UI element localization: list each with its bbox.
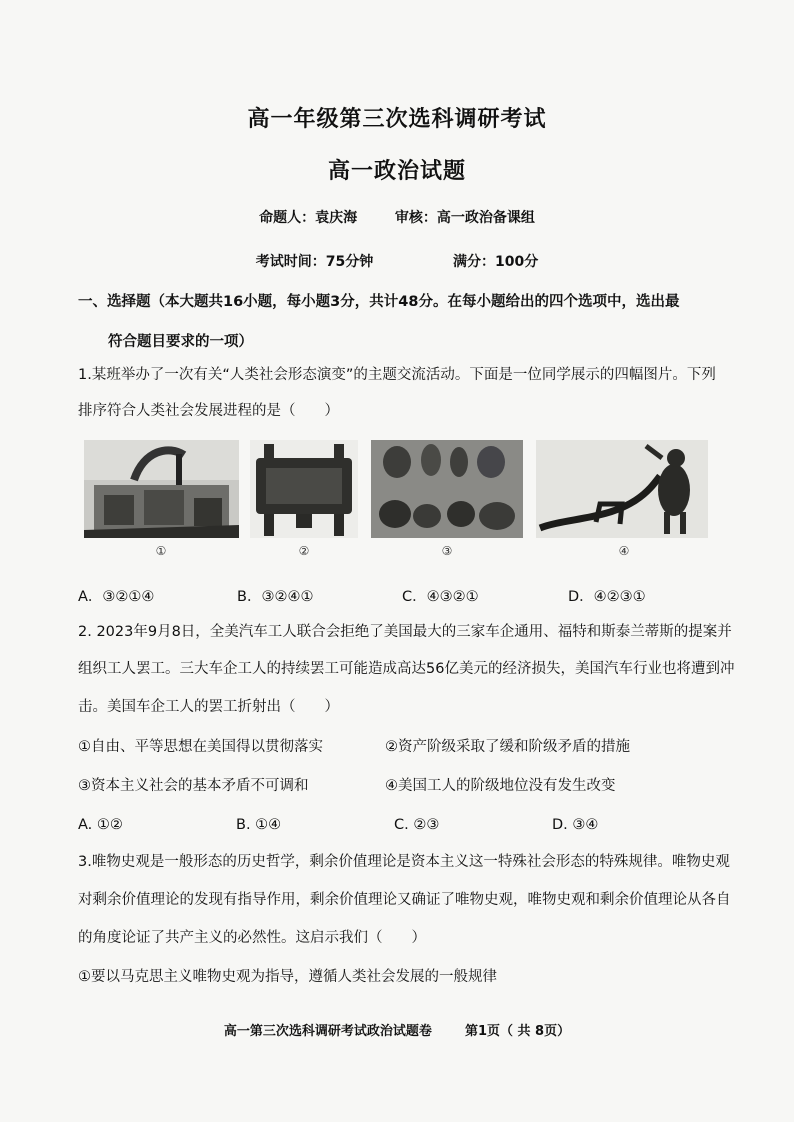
section1-heading-line1: 一、选择题（本大题共16小题，每小题3分，共计48分。在每小题给出的四个选项中，选出最 — [78, 294, 680, 310]
exam-info-row — [0, 251, 794, 271]
score-line: 满分：100分 — [453, 254, 539, 270]
footer-page-number: 第1页（ 共 8页） — [464, 1024, 571, 1039]
q1-option-c[interactable]: C．④③②① — [402, 589, 479, 605]
q2-statement-2: ②资产阶级采取了缓和阶级矛盾的措施 — [385, 739, 630, 755]
q3-stem-line3: 的角度论证了共产主义的必然性。这启示我们（ ） — [78, 930, 426, 946]
q2-statement-4: ④美国工人的阶级地位没有发生改变 — [385, 778, 616, 794]
figure-caption-3: ③ — [441, 544, 453, 558]
q1-option-d[interactable]: D．④②③① — [568, 589, 646, 605]
q2-option-a[interactable]: A. ①② — [78, 817, 123, 833]
q3-stem-line1: 3.唯物史观是一般形态的历史哲学，剩余价值理论是资本主义这一特殊社会形态的特殊规律。唯物史观 — [78, 854, 730, 870]
author-line: 命题人：袁庆海 — [259, 210, 358, 226]
q2-stem-line2: 组织工人罢工。三大车企工人的持续罢工可能造成高达56亿美元的经济损失，美国汽车行业也将遭到冲 — [78, 661, 735, 677]
figure-caption-2: ② — [298, 544, 310, 558]
q2-statement-3: ③资本主义社会的基本矛盾不可调和 — [78, 778, 309, 794]
review-line: 审核：高一政治备课组 — [394, 210, 535, 226]
q2-statement-1: ①自由、平等思想在美国得以贯彻落实 — [78, 739, 323, 755]
author-row — [0, 207, 794, 227]
q1-stem-line2: 排序符合人类社会发展进程的是（ ） — [78, 403, 339, 419]
q2-stem-line3: 击。美国车企工人的罢工折射出（ ） — [78, 699, 339, 715]
q3-statement-1: ①要以马克思主义唯物史观为指导，遵循人类社会发展的一般规律 — [78, 969, 497, 985]
figure-caption-1: ① — [155, 544, 167, 558]
q2-option-c[interactable]: C. ②③ — [394, 817, 440, 833]
figure-bronze-ding — [250, 440, 358, 558]
section1-heading-line2: 符合题目要求的一项） — [108, 334, 253, 350]
q1-figures — [84, 440, 724, 570]
q2-stem-line1: 2. 2023年9月8日，全美汽车工人联合会拒绝了美国最大的三家车企通用、福特和斯泰兰蒂斯的提案并 — [78, 624, 732, 640]
figure-industrial-factory — [84, 440, 239, 558]
figure-plow-farmer — [536, 440, 708, 558]
figure-stone-tools — [371, 440, 523, 558]
figure-caption-4: ④ — [618, 544, 630, 558]
q3-stem-line2: 对剩余价值理论的发现有指导作用，剩余价值理论又确证了唯物史观，唯物史观和剩余价值理论从各自 — [78, 892, 731, 908]
exam-subtitle: 高一政治试题 — [327, 158, 466, 184]
exam-title: 高一年级第三次选科调研考试 — [247, 106, 547, 132]
q2-option-b[interactable]: B. ①④ — [236, 817, 282, 833]
footer-exam-name: 高一第三次选科调研考试政治试题卷 — [223, 1024, 432, 1039]
q1-option-b[interactable]: B．③②④① — [237, 589, 314, 605]
q2-option-d[interactable]: D. ③④ — [552, 817, 599, 833]
page-footer — [0, 1020, 794, 1039]
q1-stem-line1: 1.某班举办了一次有关“人类社会形态演变”的主题交流活动。下面是一位同学展示的四幅图片。下列 — [78, 367, 716, 383]
time-line: 考试时间：75分钟 — [255, 254, 374, 270]
q1-option-a[interactable]: A．③②①④ — [78, 589, 155, 605]
